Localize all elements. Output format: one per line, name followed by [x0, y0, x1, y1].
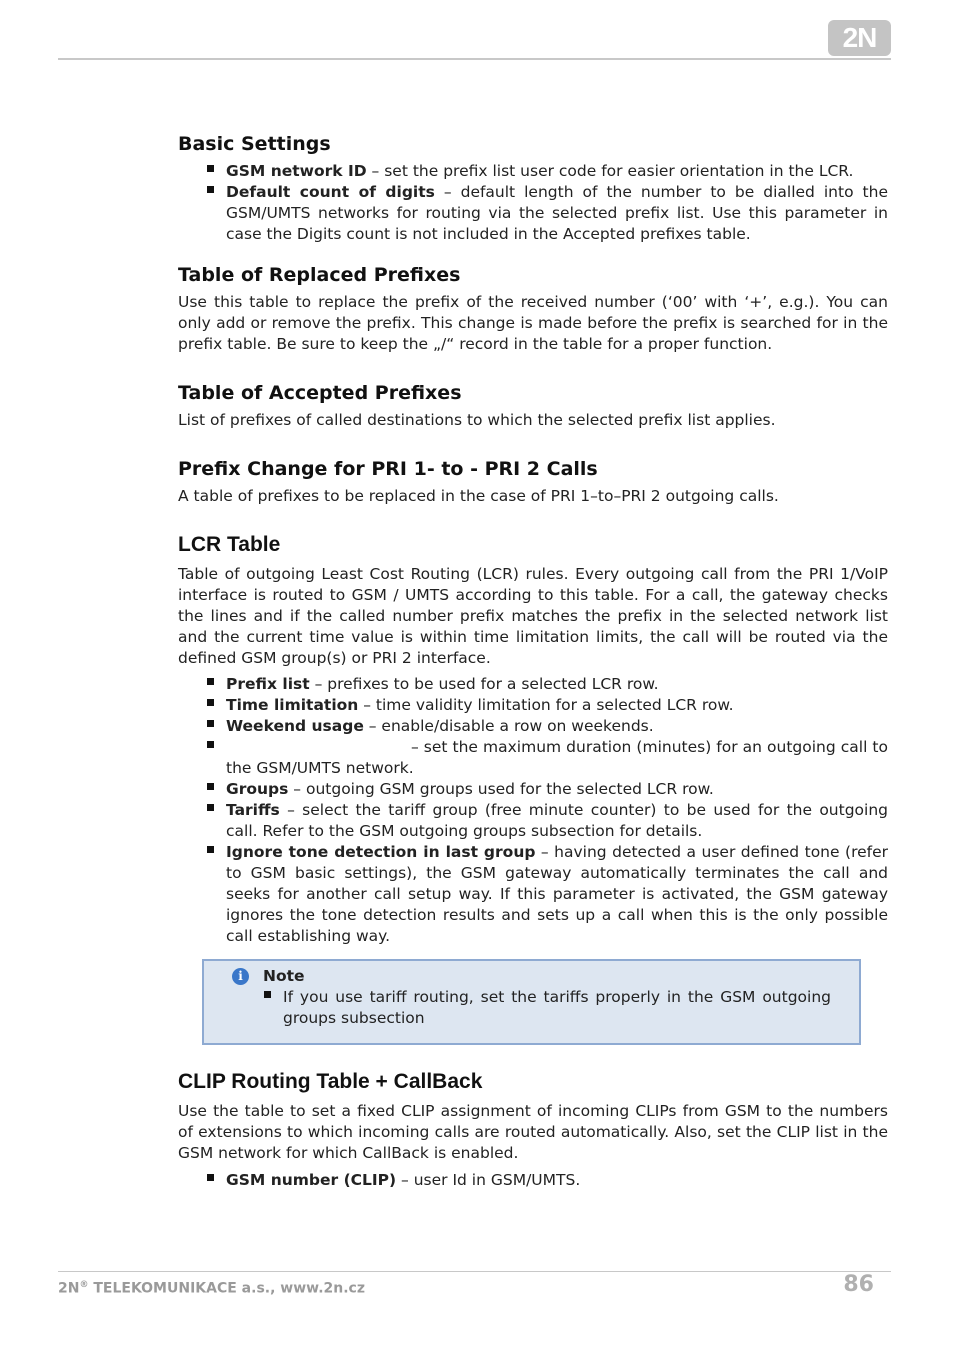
list-item-term: GSM number (CLIP) [226, 1171, 397, 1189]
footer-company [58, 1280, 365, 1297]
section-title-accepted-prefixes: Table of Accepted Prefixes [178, 382, 462, 404]
footer-company-text: TELEKOMUNIKACE a.s., www.2n.cz [88, 1280, 365, 1297]
section-title-clip-routing: CLIP Routing Table + CallBack [178, 1070, 483, 1093]
footer-divider [58, 1271, 891, 1272]
note-box [202, 959, 861, 1045]
list-item [178, 716, 888, 737]
footer-brand: 2N [58, 1280, 80, 1297]
logo-text: 2N [842, 22, 877, 53]
basic-settings-list [178, 161, 888, 245]
list-item [178, 161, 888, 182]
note-header [232, 965, 831, 987]
section-body-accepted-prefixes: List of prefixes of called destinations to which the selected prefix list applies. [178, 411, 776, 429]
list-item [178, 674, 888, 695]
list-item [178, 842, 888, 947]
list-item-term: Tariffs [226, 801, 280, 819]
info-icon: i [232, 968, 249, 985]
registered-mark: ® [79, 1280, 89, 1290]
list-item-term: Time limitation [226, 696, 359, 714]
section-body-lcr-table: Table of outgoing Least Cost Routing (LCR) rules. Every outgoing call from the PRI 1/VoIP interface is routed to GSM / UMTS according to this table. For a call, the gateway checks the lines and if the called number prefix matches the prefix in the selected network list and the current time value is within time limitation limits, the call will be routed via the defined GSM group(s) or PRI 2 interface. [178, 565, 888, 667]
list-item-term: Weekend usage [226, 717, 364, 735]
list-item-text: – outgoing GSM groups used for the selected LCR row. [288, 780, 714, 798]
list-item-text: – set the maximum duration (minutes) for an outgoing call to the GSM/UMTS network. [226, 738, 888, 777]
lcr-parameter-list [178, 674, 888, 947]
note-list [204, 987, 831, 1029]
list-item [178, 737, 888, 779]
list-item-text: – default length of the number to be dialled into the GSM/UMTS networks for routing via the selected prefix list. Use this parameter in case the Digits count is not included in the Accepted prefixes table. [226, 183, 888, 243]
list-item-term: Groups [226, 780, 289, 798]
page-content [178, 130, 888, 1191]
section-title-basic-settings: Basic Settings [178, 133, 331, 155]
note-item: If you use tariff routing, set the tariffs properly in the GSM outgoing groups subsection [204, 987, 831, 1029]
section-title-prefix-change: Prefix Change for PRI 1- to - PRI 2 Calls [178, 458, 598, 480]
clip-parameter-list [178, 1170, 888, 1191]
note-title: Note [263, 967, 305, 985]
list-item [178, 695, 888, 716]
list-item-text: – user Id in GSM/UMTS. [396, 1171, 581, 1189]
list-item [178, 779, 888, 800]
list-item [178, 1170, 888, 1191]
page-number: 86 [843, 1272, 874, 1297]
section-body-prefix-change: A table of prefixes to be replaced in the case of PRI 1–to–PRI 2 outgoing calls. [178, 487, 779, 505]
header-divider [58, 58, 891, 60]
list-item-text: – enable/disable a row on weekends. [363, 717, 654, 735]
list-item-term: Ignore tone detection in last group [226, 843, 536, 861]
section-title-replaced-prefixes: Table of Replaced Prefixes [178, 264, 461, 286]
list-item-text: – prefixes to be used for a selected LCR row. [309, 675, 659, 693]
list-item-term: Prefix list [226, 675, 310, 693]
section-body-clip-routing: Use the table to set a fixed CLIP assignment of incoming CLIPs from GSM to the numbers of extensions to which incoming calls are routed automatically. Also, set the CLIP list in the GSM network for which CallBack is enabled. [178, 1102, 888, 1162]
list-item-term: Default count of digits [226, 183, 435, 201]
brand-logo [828, 20, 891, 56]
list-item [178, 182, 888, 245]
section-title-lcr-table: LCR Table [178, 533, 281, 556]
list-item [178, 800, 888, 842]
list-item-term: GSM network ID [226, 162, 367, 180]
list-item-text: – having detected a user defined tone (refer to GSM basic settings), the GSM gateway automatically terminates the call and seeks for another call setup way. If this parameter is activated, the GSM gateway ignores the tone detection results and sets up a call when this is the only possible call establishing way. [226, 843, 889, 945]
list-item-text: – select the tariff group (free minute counter) to be used for the outgoing call. Refer to the GSM outgoing groups subsection for details. [226, 801, 888, 840]
list-item-text: – set the prefix list user code for easier orientation in the LCR. [366, 162, 854, 180]
list-item-text: – time validity limitation for a selected LCR row. [358, 696, 734, 714]
section-body-replaced-prefixes: Use this table to replace the prefix of the received number (‘00’ with ‘+’, e.g.). You can only add or remove the prefix. This change is made before the prefix is searched for in the prefix table. Be sure to keep the „/“ record in the table for a proper function. [178, 293, 888, 353]
